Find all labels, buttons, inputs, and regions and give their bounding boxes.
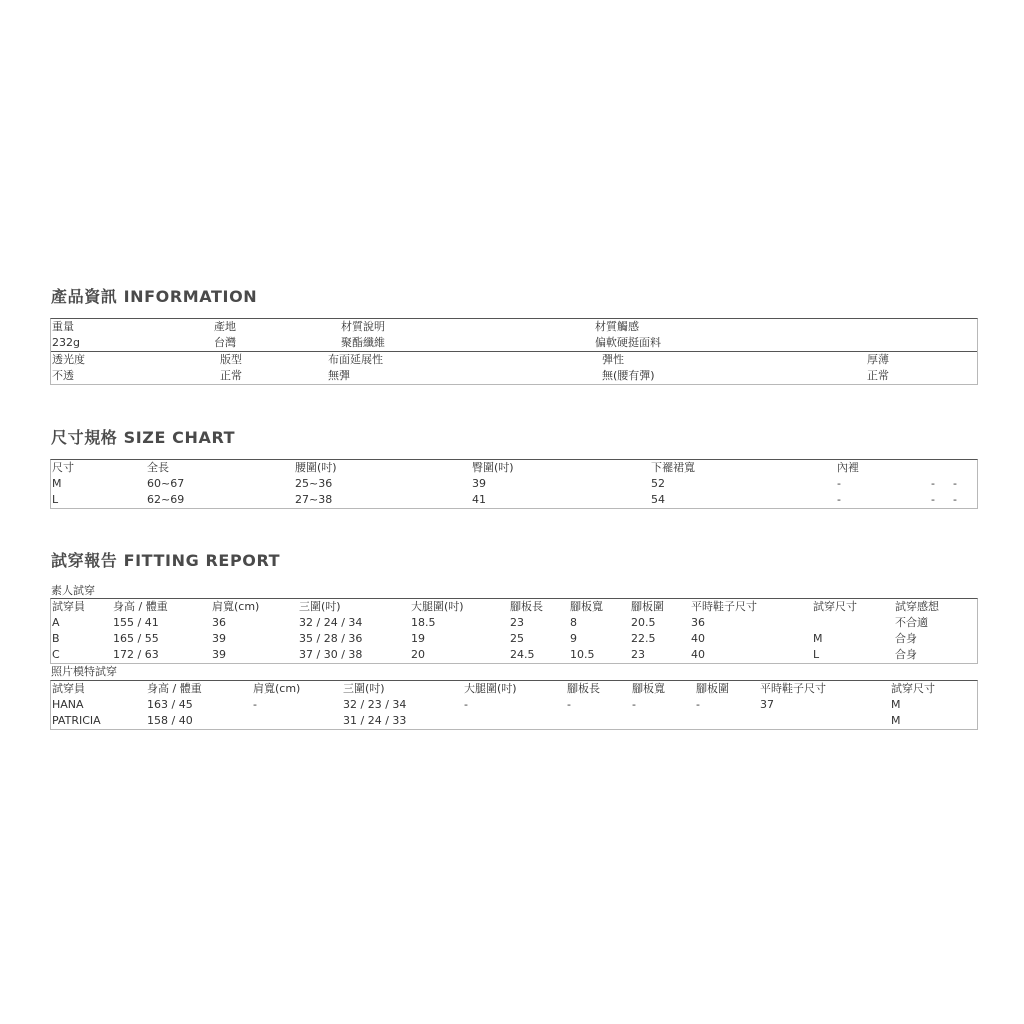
- amateur-fitting-table: [50, 598, 978, 664]
- value-stretch: 無彈: [328, 369, 350, 382]
- model-row: [51, 697, 977, 713]
- info-title: 產品資訊 INFORMATION: [51, 287, 258, 306]
- model-header: 試穿員: [52, 682, 85, 695]
- info-table: [50, 318, 978, 385]
- amateur-cell: B: [52, 632, 60, 645]
- model-cell: 37: [760, 698, 774, 711]
- amateur-row: [51, 615, 977, 631]
- model-cell: 32 / 23 / 34: [343, 698, 407, 711]
- size-cell: 60~67: [147, 477, 185, 490]
- amateur-header: 平時鞋子尺寸: [691, 600, 757, 613]
- size-cell: -: [931, 477, 935, 490]
- amateur-cell: 合身: [895, 648, 917, 661]
- amateur-cell: 172 / 63: [113, 648, 159, 661]
- amateur-header: 身高 / 體重: [113, 600, 168, 613]
- model-header: 平時鞋子尺寸: [760, 682, 826, 695]
- model-cell: M: [891, 698, 901, 711]
- amateur-cell: 20: [411, 648, 425, 661]
- model-cell: M: [891, 714, 901, 727]
- model-header: 大腿圍(吋): [464, 682, 517, 695]
- amateur-cell: 23: [631, 648, 645, 661]
- label-stretch: 布面延展性: [328, 353, 383, 366]
- model-header: 腳板寬: [632, 682, 665, 695]
- fitting-title: 試穿報告 FITTING REPORT: [51, 551, 281, 570]
- size-header: 臀圍(吋): [472, 461, 514, 474]
- amateur-cell: A: [52, 616, 60, 629]
- value-texture: 偏軟硬挺面料: [595, 336, 661, 349]
- size-chart-table: [50, 459, 978, 509]
- label-opacity: 透光度: [52, 353, 85, 366]
- value-elasticity: 無(腰有彈): [602, 369, 655, 382]
- model-header: 腳板圍: [696, 682, 729, 695]
- amateur-header: 試穿尺寸: [813, 600, 857, 613]
- model-row: [51, 713, 977, 729]
- size-cell: L: [52, 493, 59, 506]
- amateur-cell: 39: [212, 632, 226, 645]
- model-header: 腳板長: [567, 682, 600, 695]
- model-cell: 31 / 24 / 33: [343, 714, 407, 727]
- model-cell: -: [696, 698, 700, 711]
- size-header: 尺寸: [52, 461, 74, 474]
- model-cell: HANA: [52, 698, 84, 711]
- amateur-header: 試穿感想: [895, 600, 939, 613]
- model-cell: -: [632, 698, 636, 711]
- size-cell: -: [953, 477, 957, 490]
- amateur-fitting-label: 素人試穿: [51, 584, 95, 597]
- amateur-cell: 9: [570, 632, 577, 645]
- value-material: 聚酯纖維: [341, 336, 385, 349]
- size-cell: -: [931, 493, 935, 506]
- amateur-cell: 8: [570, 616, 577, 629]
- amateur-header-row: [51, 599, 977, 615]
- size-header: 腰圍(吋): [295, 461, 337, 474]
- size-cell: -: [953, 493, 957, 506]
- amateur-cell: 155 / 41: [113, 616, 159, 629]
- info-label-row-1: [51, 319, 977, 335]
- size-cell: 54: [651, 493, 665, 506]
- amateur-cell: 36: [691, 616, 705, 629]
- size-cell: 41: [472, 493, 486, 506]
- model-header: 試穿尺寸: [891, 682, 935, 695]
- size-cell: 27~38: [295, 493, 333, 506]
- amateur-cell: 37 / 30 / 38: [299, 648, 363, 661]
- amateur-cell: 合身: [895, 632, 917, 645]
- model-cell: -: [464, 698, 468, 711]
- amateur-cell: 40: [691, 632, 705, 645]
- size-cell: 52: [651, 477, 665, 490]
- label-origin: 產地: [214, 320, 236, 333]
- label-fit: 版型: [220, 353, 242, 366]
- label-thickness: 厚薄: [867, 353, 889, 366]
- label-weight: 重量: [52, 320, 74, 333]
- model-header: 肩寬(cm): [253, 682, 301, 695]
- info-label-row-2: [51, 351, 977, 368]
- size-cell: -: [837, 493, 841, 506]
- model-header: 三圍(吋): [343, 682, 385, 695]
- amateur-header: 腳板寬: [570, 600, 603, 613]
- amateur-cell: 40: [691, 648, 705, 661]
- size-cell: M: [52, 477, 62, 490]
- size-header: 內裡: [837, 461, 859, 474]
- amateur-cell: 23: [510, 616, 524, 629]
- amateur-cell: L: [813, 648, 820, 661]
- amateur-cell: 35 / 28 / 36: [299, 632, 363, 645]
- size-header: 下襬裙寬: [651, 461, 695, 474]
- label-material: 材質說明: [341, 320, 385, 333]
- amateur-cell: 20.5: [631, 616, 656, 629]
- model-cell: PATRICIA: [52, 714, 101, 727]
- amateur-cell: 165 / 55: [113, 632, 159, 645]
- amateur-row: [51, 631, 977, 647]
- amateur-cell: C: [52, 648, 60, 661]
- model-header: 身高 / 體重: [147, 682, 202, 695]
- amateur-cell: 32 / 24 / 34: [299, 616, 363, 629]
- amateur-header: 腳板圍: [631, 600, 664, 613]
- label-elasticity: 彈性: [602, 353, 624, 366]
- model-fitting-table: [50, 680, 978, 730]
- value-opacity: 不透: [52, 369, 74, 382]
- amateur-cell: 19: [411, 632, 425, 645]
- value-origin: 台灣: [214, 336, 236, 349]
- size-row: [51, 492, 977, 508]
- model-header-row: [51, 681, 977, 697]
- amateur-header: 大腿圍(吋): [411, 600, 464, 613]
- model-cell: 163 / 45: [147, 698, 193, 711]
- amateur-row: [51, 647, 977, 663]
- amateur-cell: 不合適: [895, 616, 928, 629]
- amateur-cell: 10.5: [570, 648, 595, 661]
- info-value-row-1: [51, 335, 977, 351]
- size-chart-title: 尺寸規格 SIZE CHART: [51, 428, 236, 447]
- value-thickness: 正常: [867, 369, 889, 382]
- size-header-row: [51, 460, 977, 476]
- amateur-cell: 36: [212, 616, 226, 629]
- amateur-cell: 39: [212, 648, 226, 661]
- amateur-cell: 24.5: [510, 648, 535, 661]
- amateur-cell: 22.5: [631, 632, 656, 645]
- size-cell: 62~69: [147, 493, 185, 506]
- model-cell: -: [567, 698, 571, 711]
- value-fit: 正常: [220, 369, 242, 382]
- size-cell: 25~36: [295, 477, 333, 490]
- model-cell: 158 / 40: [147, 714, 193, 727]
- amateur-header: 肩寬(cm): [212, 600, 260, 613]
- amateur-header: 腳板長: [510, 600, 543, 613]
- info-value-row-2: [51, 368, 977, 384]
- model-fitting-label: 照片模特試穿: [51, 665, 117, 678]
- amateur-cell: M: [813, 632, 823, 645]
- amateur-header: 三圍(吋): [299, 600, 341, 613]
- size-row: [51, 476, 977, 492]
- label-texture: 材質觸感: [595, 320, 639, 333]
- size-cell: -: [837, 477, 841, 490]
- amateur-cell: 18.5: [411, 616, 436, 629]
- amateur-header: 試穿員: [52, 600, 85, 613]
- amateur-cell: 25: [510, 632, 524, 645]
- size-header: 全長: [147, 461, 169, 474]
- size-cell: 39: [472, 477, 486, 490]
- value-weight: 232g: [52, 336, 80, 349]
- model-cell: -: [253, 698, 257, 711]
